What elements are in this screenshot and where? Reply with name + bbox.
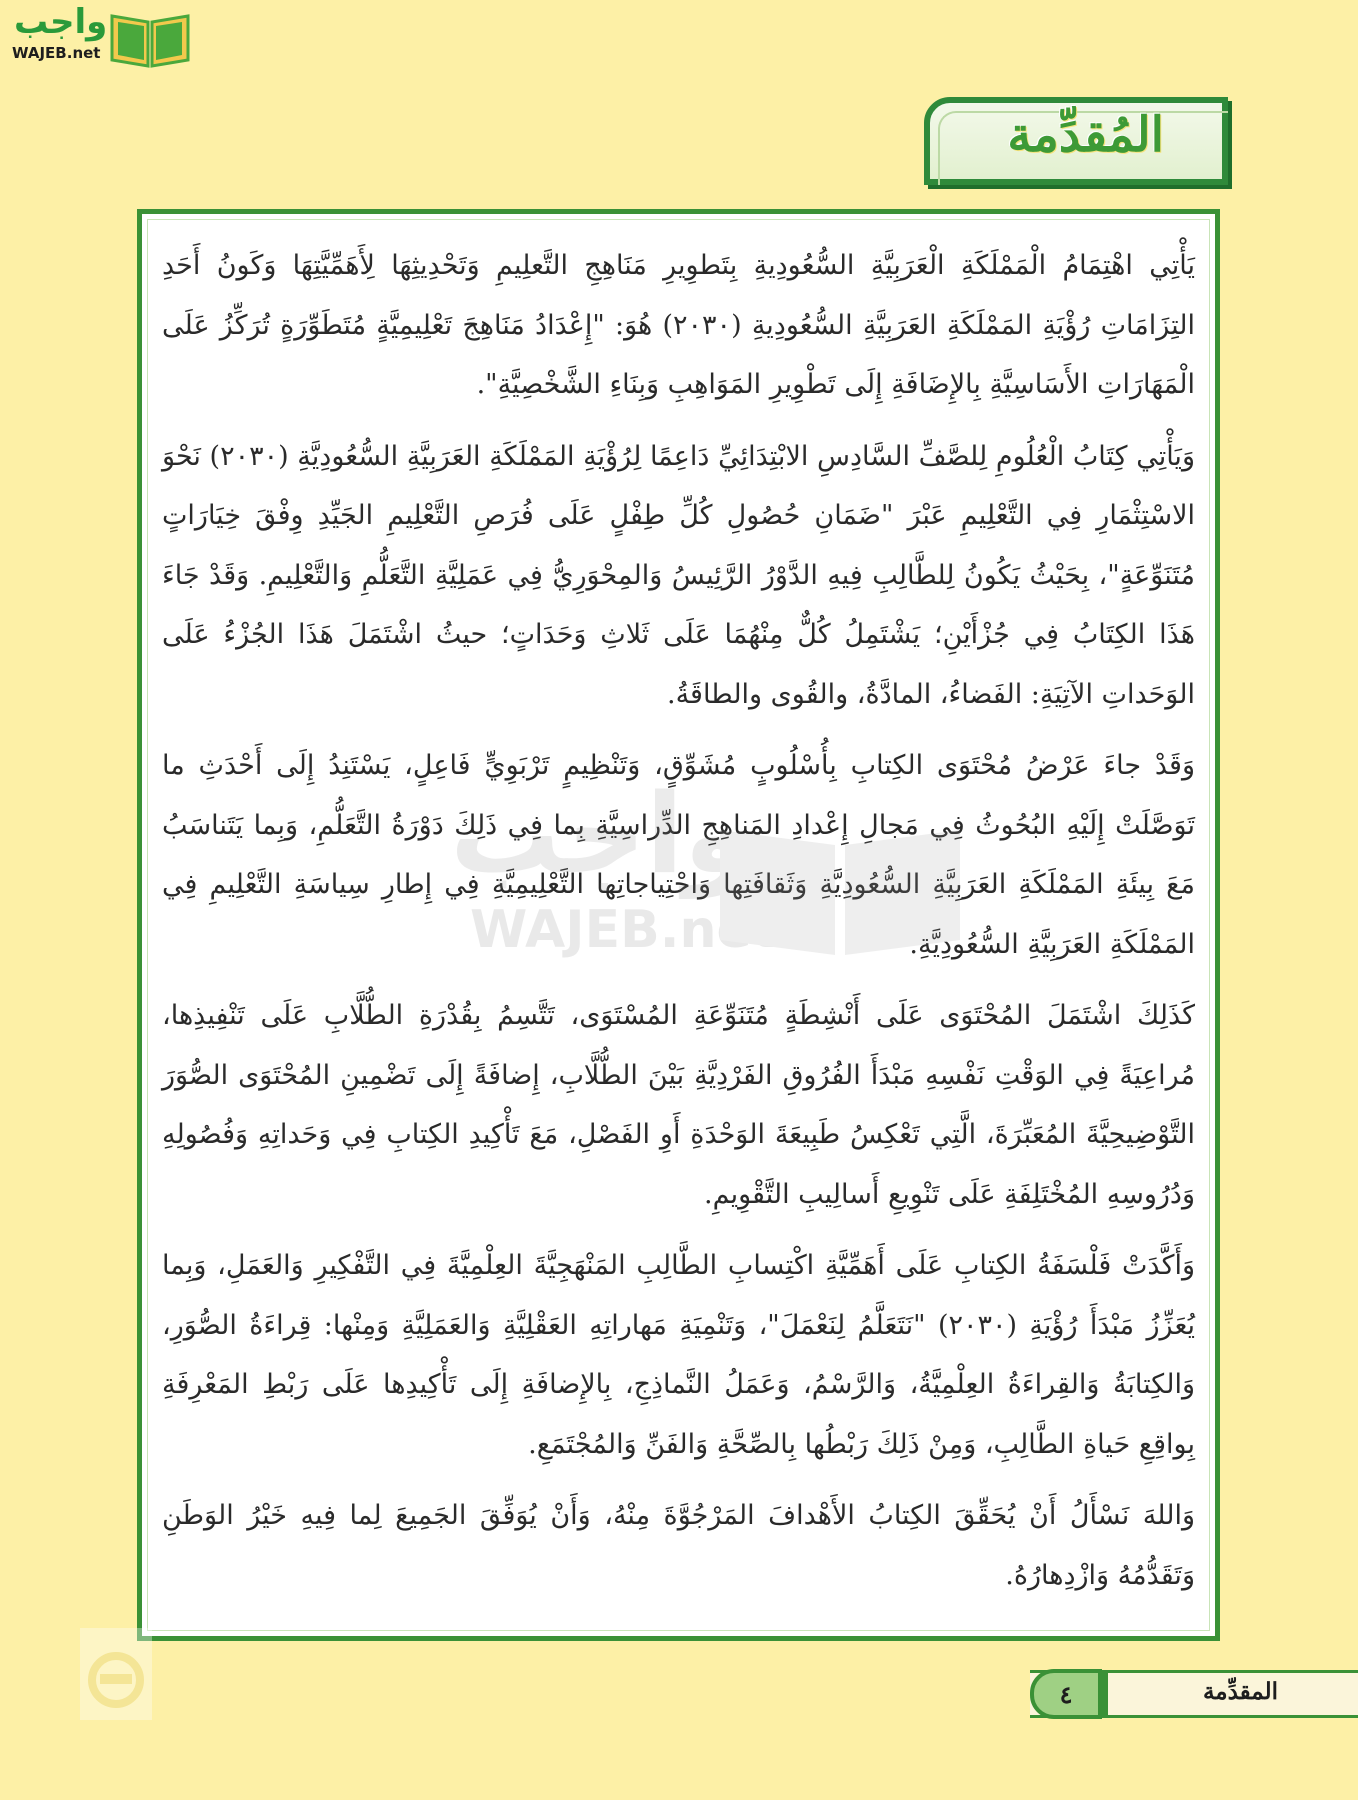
paragraph-philosophy: وَأَكَّدَتْ فَلْسَفَةُ الكِتابِ عَلَى أَهَمِّيَّةِ اكْتِسابِ الطَّالِبِ المَنْهَجِيَّةَ العِلْمِيَّةَ فِي التَّفْكِيرِ وَالعَمَلِ، وَبِما يُعَزِّزُ مَبْدَأَ رُؤْيَةِ (٢٠٣٠) "نَتَعَلَّمُ لِنَعْمَلَ"، وَتَنْمِيَةِ مَهاراتِهِ العَقْلِيَّةِ وَالعَمَلِيَّةِ وَمِنْها: قِراءَةُ الصُّوَرِ، وَالكِتابَةُ وَالقِراءَةُ العِلْمِيَّةُ، وَالرَّسْمُ، وَعَمَلُ النَّماذِجِ، بِالإِضافَةِ إِلَى تَأْكِيدِها عَلَى رَبْطِ المَعْرِفَةِ بِواقِعِ حَياةِ الطَّالِبِ، وَمِنْ ذَلِكَ رَبْطُها بِالصِّحَّةِ وَالفَنِّ وَالمُجْتَمَعِ. [162, 1250, 1195, 1460]
paragraph-content-presentation: وَقَدْ جاءَ عَرْضُ مُحْتَوَى الكِتابِ بِأُسْلُوبٍ مُشَوِّقٍ، وَتَنْظِيمٍ تَرْبَوِيٍّ فَاعِلٍ، يَسْتَنِدُ إِلَى أَحْدَثِ ما تَوَصَّلَتْ إِلَيْهِ البُحُوثُ فِي مَجالِ إِعْدادِ المَناهِجِ الدِّراسِيَّةِ بِما فِي ذَلِكَ دَوْرَةُ التَّعَلُّمِ، وَبِما يَتَناسَبُ مَعَ بِيئَةِ المَمْلَكَةِ العَرَبِيَّةِ السُّعُودِيَّةِ وَثَقافَتِها وَاحْتِياجاتِها التَّعْلِيمِيَّةِ فِي إِطارِ سِياسَةِ التَّعْلِيمِ فِي المَمْلَكَةِ العَرَبِيَّةِ السُّعُودِيَّةِ. [162, 750, 1195, 960]
publisher-logo-icon [80, 1628, 152, 1720]
paragraph-closing-prayer: وَاللهَ نَسْأَلُ أَنْ يُحَقِّقَ الكِتابُ الأَهْدافَ المَرْجُوَّةَ مِنْهُ، وَأَنْ يُوَفِّقَ الجَمِيعَ لِما فِيهِ خَيْرُ الوَطَنِ وَتَقَدُّمُهُ وَازْدِهارُهُ. [162, 1500, 1195, 1591]
paragraph-science-book: وَيَأْتِي كِتَابُ الْعُلُومِ لِلصَّفِّ السَّادِسِ الابْتِدَائِيِّ دَاعِمًا لِرُؤْيَةِ المَمْلَكَةِ العَرَبِيَّةِ السُّعُودِيَّةِ (٢٠٣٠) نَحْوَ الاسْتِثْمَارِ فِي التَّعْلِيمِ عَبْرَ "ضَمَانِ حُصُولِ كُلِّ طِفْلٍ عَلَى فُرَصِ التَّعْلِيمِ الجَيِّدِ وِفْقَ خِيَارَاتٍ مُتَنَوِّعَةٍ"، بِحَيْثُ يَكُونُ لِلطَّالِبِ فِيهِ الدَّوْرُ الرَّئِيسُ وَالمِحْوَرِيُّ فِي عَمَلِيَّةِ التَّعَلُّمِ وَالتَّعْلِيمِ. وَقَدْ جَاءَ هَذَا الكِتَابُ فِي جُزْأَيْنِ؛ يَشْتَمِلُ كُلٌّ مِنْهُمَا عَلَى ثَلاثِ وَحَدَاتٍ؛ حيثُ اشْتَمَلَ هَذَا الجُزْءُ عَلَى الوَحَداتِ الآتِيَةِ: الفَضاءُ، المادَّةُ، والقُوى والطاقَةُ. [162, 440, 1195, 710]
content-frame [137, 209, 1220, 1641]
footer-section-title: المقدِّمة [1202, 1678, 1278, 1705]
book-icon [108, 8, 192, 68]
brand-name-arabic: واجب [14, 2, 108, 42]
brand-name-english: WAJEB.net [12, 44, 101, 62]
page-title-box [924, 97, 1228, 185]
introduction-text [162, 236, 1195, 1605]
page-title: المُقدِّمة [1007, 107, 1164, 163]
paragraph-activities: كَذَلِكَ اشْتَمَلَ المُحْتَوَى عَلَى أَنْشِطَةٍ مُتَنَوِّعَةِ المُسْتَوَى، تَتَّسِمُ بِقُدْرَةِ الطُّلَّابِ عَلَى تَنْفِيذِها، مُراعِيَةً فِي الوَقْتِ نَفْسِهِ مَبْدَأَ الفُرُوقِ الفَرْدِيَّةِ بَيْنَ الطُّلَّابِ، إِضافَةً إِلَى تَضْمِينِ المُحْتَوَى الصُّوَرَ التَّوْضِيحِيَّةَ المُعَبِّرَةَ، الَّتِي تَعْكِسُ طَبِيعَةَ الوَحْدَةِ أَوِ الفَصْلِ، مَعَ تَأْكِيدِ الكِتابِ فِي وَحَداتِهِ وَفُصُولِهِ وَدُرُوسِهِ المُخْتَلِفَةِ عَلَى تَنْوِيعِ أَسالِيبِ التَّقْوِيمِ. [162, 1000, 1196, 1210]
paragraph-vision-2030: يَأْتِي اهْتِمَامُ الْمَمْلَكَةِ الْعَرَبِيَّةِ السُّعُودِيةِ بِتَطوِيرِ مَنَاهِجِ التَّعلِيمِ وَتَحْدِيثِهَا لِأَهَمِّيَّتِهَا وَكَونُ أَحَدِ التِزَامَاتِ رُؤْيَةِ المَمْلَكَةِ العَرَبِيَّةِ السُّعُودِيةِ (٢٠٣٠) هُوَ: "إِعْدَادُ مَنَاهِجَ تَعْلِيمِيَّةٍ مُتَطَوِّرَةٍ تُرَكِّزُ عَلَى الْمَهَارَاتِ الأَسَاسِيَّةِ بِالإِضَافَةِ إِلَى تَطْوِيرِ المَوَاهِبِ وَبِنَاءِ الشَّخْصِيَّةِ". [162, 250, 1195, 400]
brand-logo[interactable] [8, 4, 190, 68]
page-footer [1030, 1670, 1358, 1718]
page-number: ٤ [1030, 1669, 1102, 1719]
